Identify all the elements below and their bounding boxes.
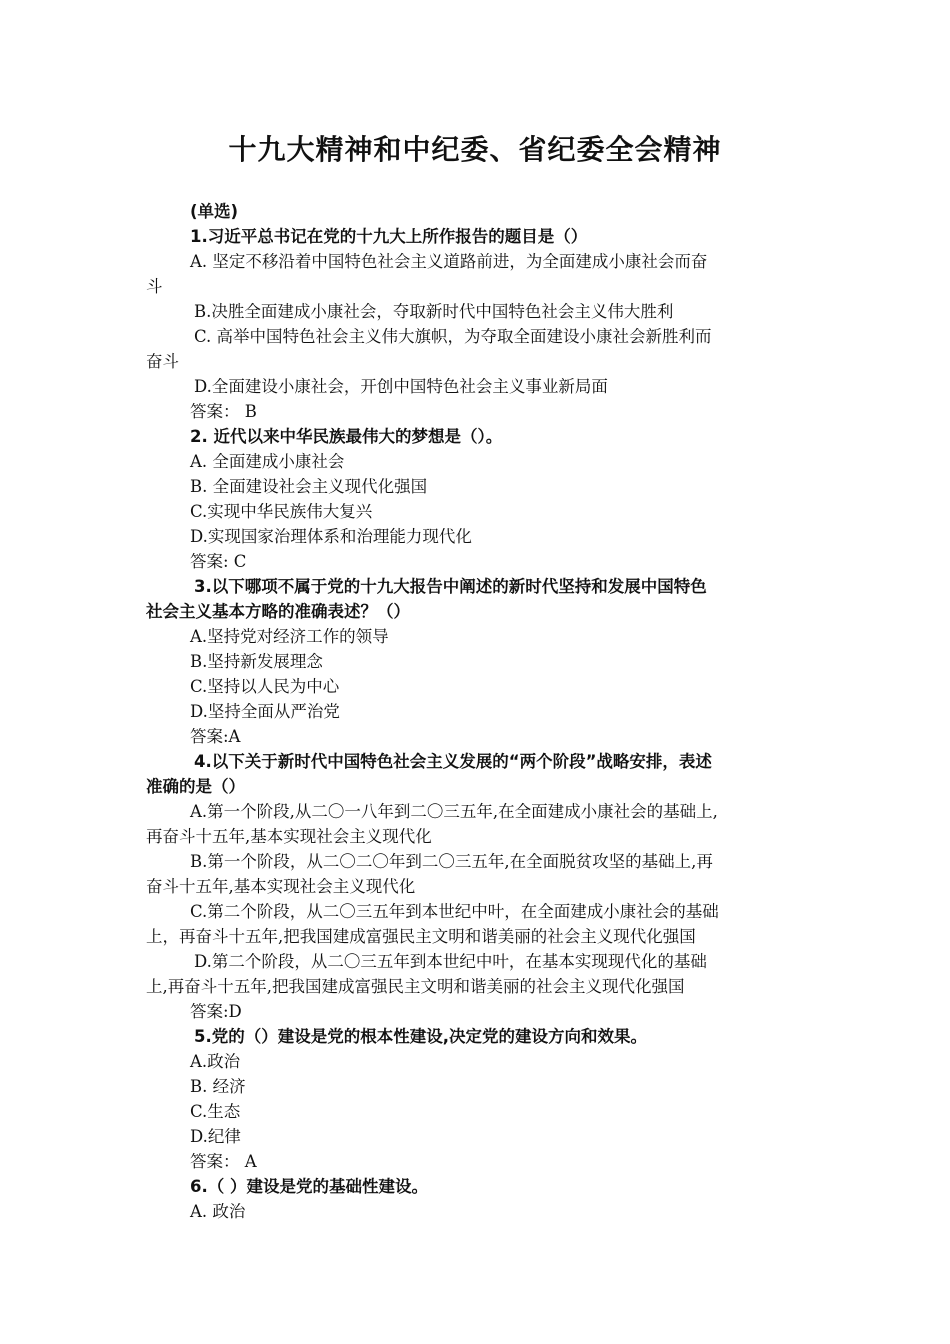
question-text: 1.习近平总书记在党的十九大上所作报告的题目是（） [190,227,588,246]
document-line: D.实现国家治理体系和治理能力现代化 [190,527,472,546]
document-line: C.实现中华民族伟大复兴 [190,502,373,521]
question-list [146,224,818,1224]
document-line: 奋斗 [146,352,179,371]
document-line: B.坚持新发展理念 [190,652,323,671]
document-line: D.全面建设小康社会，开创中国特色社会主义事业新局面 [194,377,608,396]
document-line: A. 坚定不移沿着中国特色社会主义道路前进，为全面建成小康社会而奋 [190,252,708,271]
question-text: 社会主义基本方略的准确表述？（） [146,602,410,621]
question-text: 准确的是（） [146,777,245,796]
document-line: A. 政治 [190,1202,246,1221]
document-title: 十九大精神和中纪委、省纪委全会精神 [228,133,722,166]
document-line: B.第一个阶段，从二〇二〇年到二〇三五年,在全面脱贫攻坚的基础上,再 [190,852,713,871]
document-line: 斗 [146,277,163,296]
document-line: D.第二个阶段，从二〇三五年到本世纪中叶，在基本实现现代化的基础 [194,952,707,971]
document-line: 答案: C [190,552,247,571]
document-line: 答案:A [190,727,241,746]
document-body [146,199,818,1224]
document-line: D.坚持全面从严治党 [190,702,340,721]
question-text: 4.以下关于新时代中国特色社会主义发展的“两个阶段”战略安排，表述 [194,752,712,771]
document-line: 答案： A [190,1152,257,1171]
document-line: B.决胜全面建成小康社会，夺取新时代中国特色社会主义伟大胜利 [194,302,674,321]
question-text: 5.党的（）建设是党的根本性建设,决定党的建设方向和效果。 [194,1027,648,1046]
document-line: B. 全面建设社会主义现代化强国 [190,477,428,496]
document-line: 上，再奋斗十五年,把我国建成富强民主文明和谐美丽的社会主义现代化强国 [146,927,696,946]
document-line: 答案:D [190,1002,242,1021]
question-text: 6.（ ）建设是党的基础性建设。 [190,1177,428,1196]
question-text: 2. 近代以来中华民族最伟大的梦想是（）。 [190,427,503,446]
document-line: 再奋斗十五年,基本实现社会主义现代化 [146,827,432,846]
question-text: 3.以下哪项不属于党的十九大报告中阐述的新时代坚持和发展中国特色 [194,577,707,596]
document-line: B. 经济 [190,1077,246,1096]
document-line: D.纪律 [190,1127,241,1146]
document-line: C.坚持以人民为中心 [190,677,340,696]
document-line: 答案： B [190,402,257,421]
document-line: A.坚持党对经济工作的领导 [190,627,389,646]
document-line: C. 高举中国特色社会主义伟大旗帜，为夺取全面建设小康社会新胜利而 [194,327,712,346]
document-line: C.生态 [190,1102,241,1121]
document-line: A.政治 [190,1052,241,1071]
section-label: (单选) [190,202,239,221]
document-line: 上,再奋斗十五年,把我国建成富强民主文明和谐美丽的社会主义现代化强国 [146,977,685,996]
document-line: C.第二个阶段，从二〇三五年到本世纪中叶，在全面建成小康社会的基础 [190,902,719,921]
document-line: A.第一个阶段,从二〇一八年到二〇三五年,在全面建成小康社会的基础上, [190,802,718,821]
document-line: A. 全面建成小康社会 [190,452,345,471]
document-line: 奋斗十五年,基本实现社会主义现代化 [146,877,416,896]
